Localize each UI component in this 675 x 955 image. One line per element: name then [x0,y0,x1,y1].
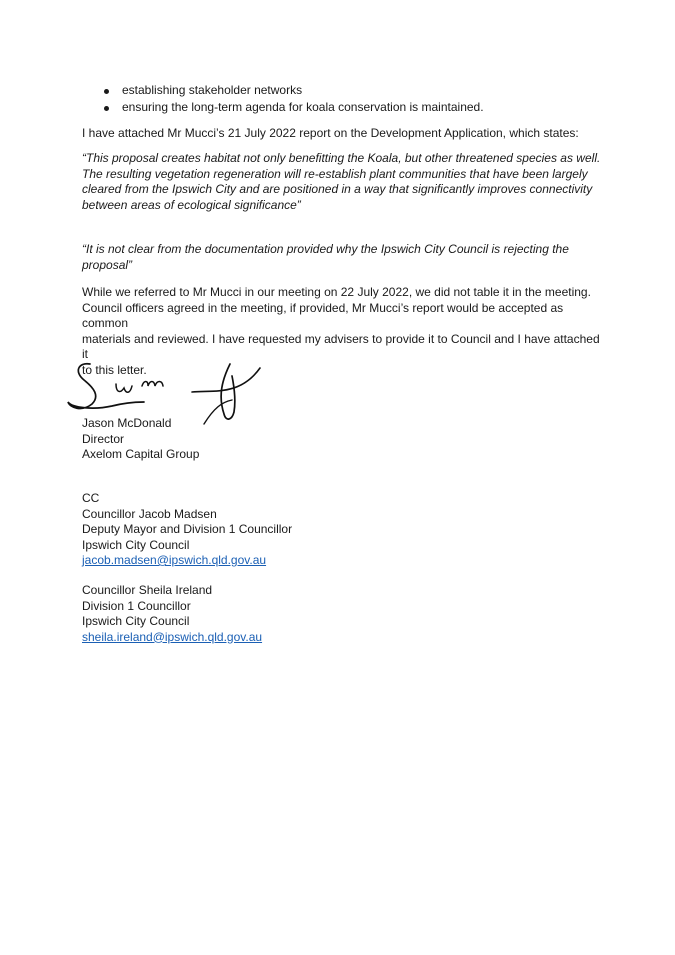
paragraph-line: While we referred to Mr Mucci in our meeting on 22 July 2022, we did not table it in the meeting. [82,285,591,299]
quote-line: between areas of ecological significance” [82,197,301,212]
recipient-role: Deputy Mayor and Division 1 Councillor [82,522,293,536]
quote-line: proposal” [82,257,133,272]
report-quote [82,151,602,213]
recipient-name: Councillor Sheila Ireland [82,583,213,597]
intro-paragraph: I have attached Mr Mucci’s 21 July 2022 report on the Development Application, which states: [82,126,579,140]
recipient-email-link[interactable]: sheila.ireland@ipswich.qld.gov.au [82,629,263,644]
cc-block [82,491,602,569]
recipient-name: Councillor Jacob Madsen [82,506,217,521]
list-item [82,83,602,100]
signatory-name: Jason McDonald [82,416,172,430]
recipient-role: Division 1 Councillor [82,598,191,613]
bullet-list [82,83,602,117]
paragraph-line: materials and reviewed. I have requested my advisers to provide it to Council and I have attached it [82,331,600,361]
bullet-icon [104,89,109,94]
cc-block-second [82,583,602,645]
recipient-email-link[interactable]: jacob.madsen@ipswich.qld.gov.au [82,553,267,567]
list-item [82,100,602,117]
paragraph-line: Council officers agreed in the meeting, if provided, Mr Mucci’s report would be accepted as common [82,300,564,330]
quote-line: cleared from the Ipswich City and are positioned in a way that significantly improves connectivity [82,182,593,196]
bullet-text: ensuring the long-term agenda for koala conservation is maintained. [122,100,484,114]
signatory-title: Director [82,431,125,446]
quote-line: “It is not clear from the documentation provided why the Ipswich City Council is rejecting the [82,242,569,256]
bullet-text: establishing stakeholder networks [122,83,303,97]
cc-label: CC [82,491,100,505]
quote-line: “This proposal creates habitat not only benefitting the Koala, but other threatened species as well. [82,151,601,165]
recipient-org: Ipswich City Council [82,614,190,628]
signatory-company: Axelom Capital Group [82,447,200,461]
signature-block [82,416,602,463]
paragraph-line: to this letter. [82,362,147,377]
report-quote-second [82,242,602,273]
recipient-org: Ipswich City Council [82,537,190,552]
quote-line: The resulting vegetation regeneration will re-establish plant communities that have been largely [82,166,588,181]
bullet-icon [104,106,109,111]
